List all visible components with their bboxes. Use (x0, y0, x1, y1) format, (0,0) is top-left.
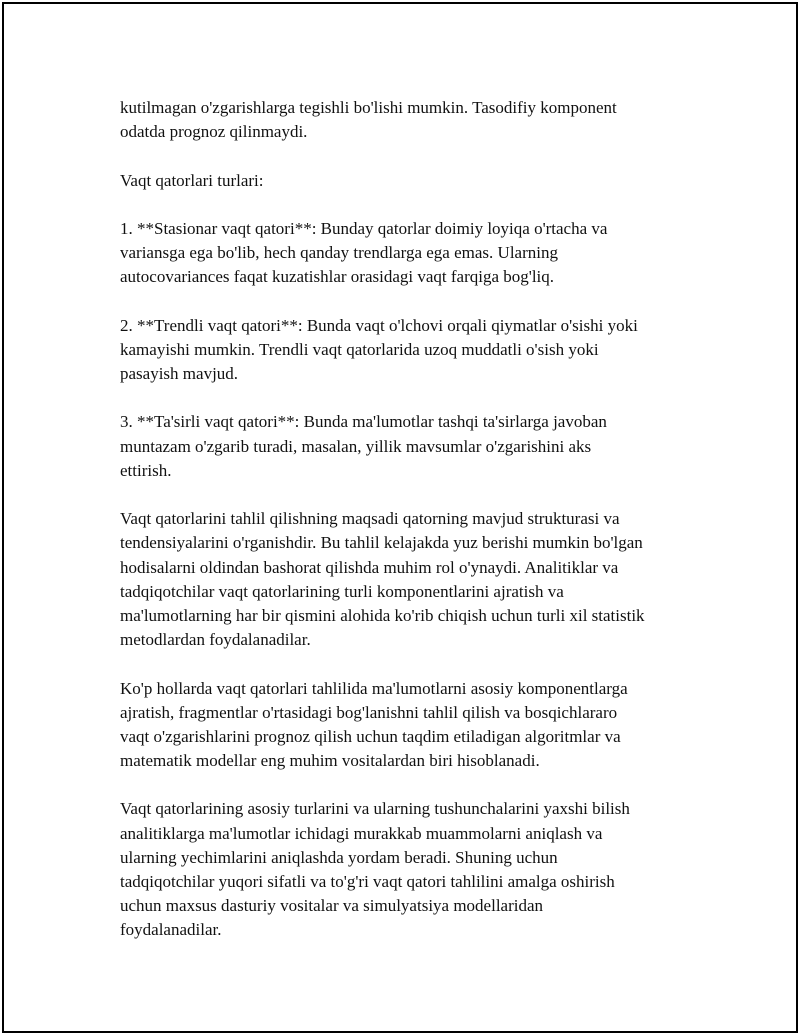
text-line: tadqiqotchilar yuqori sifatli va to'g'ri vaqt qatori tahlilini amalga oshirish (120, 872, 615, 891)
text-line: 2. **Trendli vaqt qatori**: Bunda vaqt o'lchovi orqali qiymatlar o'sishi yoki (120, 315, 638, 335)
text-line: uchun maxsus dasturiy vositalar va simulyatsiya modellaridan (120, 896, 544, 916)
paragraph-analysis-purpose (120, 507, 700, 652)
text-line: ettirish. (120, 460, 172, 480)
text-line: Vaqt qatorlari turlari: (120, 170, 264, 190)
text-line: kamayishi mumkin. Trendli vaqt qatorlarida uzoq muddatli o'sish yoki (120, 339, 599, 359)
text-line: odatda prognoz qilinmaydi. (120, 122, 308, 142)
text-line: metodlardan foydalanadilar. (120, 630, 311, 650)
text-line: tendensiyalarini o'rganishdir. Bu tahlil kelajakda yuz berishi mumkin bo'lgan (120, 533, 643, 553)
text-line: pasayish mavjud. (120, 364, 239, 384)
text-line: variansga ega bo'lib, hech qanday trendlarga ega emas. Ularning (120, 243, 558, 263)
paragraph-conclusion (120, 797, 700, 942)
text-line: ma'lumotlarning har bir qismini alohida ko'rib chiqish uchun turli xil statistik (120, 605, 645, 625)
document-body (120, 96, 700, 967)
text-line: Ko'p hollarda vaqt qatorlari tahlilida ma'lumotlarni asosiy komponentlarga (120, 678, 628, 698)
paragraph-types-heading (120, 169, 700, 193)
paragraph-trend-series (120, 314, 700, 387)
text-line: ajratish, fragmentlar o'rtasidagi bog'lanishni tahlil qilish va bosqichlararo (120, 702, 618, 722)
text-line: 3. **Ta'sirli vaqt qatori**: Bunda ma'lumotlar tashqi ta'sirlarga javoban (120, 412, 607, 432)
paragraph-stationary-series (120, 217, 700, 290)
text-line: 1. **Stasionar vaqt qatori**: Bunday qatorlar doimiy loyiqa o'rtacha va (120, 218, 608, 238)
text-line: Vaqt qatorlarini tahlil qilishning maqsadi qatorning mavjud strukturasi va (120, 509, 620, 529)
text-line: tadqiqotchilar vaqt qatorlarining turli komponentlarini ajratish va (120, 581, 564, 601)
page-frame (2, 2, 798, 1033)
text-line: hodisalarni oldindan bashorat qilishda muhim rol o'ynaydi. Analitiklar va (120, 557, 619, 577)
paragraph-influenced-series (120, 410, 700, 483)
text-line: foydalanadilar. (120, 920, 222, 940)
text-line: matematik modellar eng muhim vositalardan biri hisoblanadi. (120, 751, 540, 771)
text-line: vaqt o'zgarishlarini prognoz qilish uchun taqdim etiladigan algoritmlar va (120, 726, 621, 746)
text-line: ularning yechimlarini aniqlashda yordam beradi. Shuning uchun (120, 847, 558, 867)
text-line: Vaqt qatorlarining asosiy turlarini va ularning tushunchalarini yaxshi bilish (120, 799, 630, 819)
paragraph-random-component (120, 96, 700, 144)
text-line: muntazam o'zgarib turadi, masalan, yillik mavsumlar o'zgarishini aks (120, 436, 592, 456)
text-line: kutilmagan o'zgarishlarga tegishli bo'lishi mumkin. Tasodifiy komponent (120, 98, 617, 117)
paragraph-algorithms (120, 677, 700, 774)
text-line: analitiklarga ma'lumotlar ichidagi murakkab muammolarni aniqlash va (120, 823, 603, 843)
text-line: autocovariances faqat kuzatishlar orasidagi vaqt farqiga bog'liq. (120, 267, 555, 287)
